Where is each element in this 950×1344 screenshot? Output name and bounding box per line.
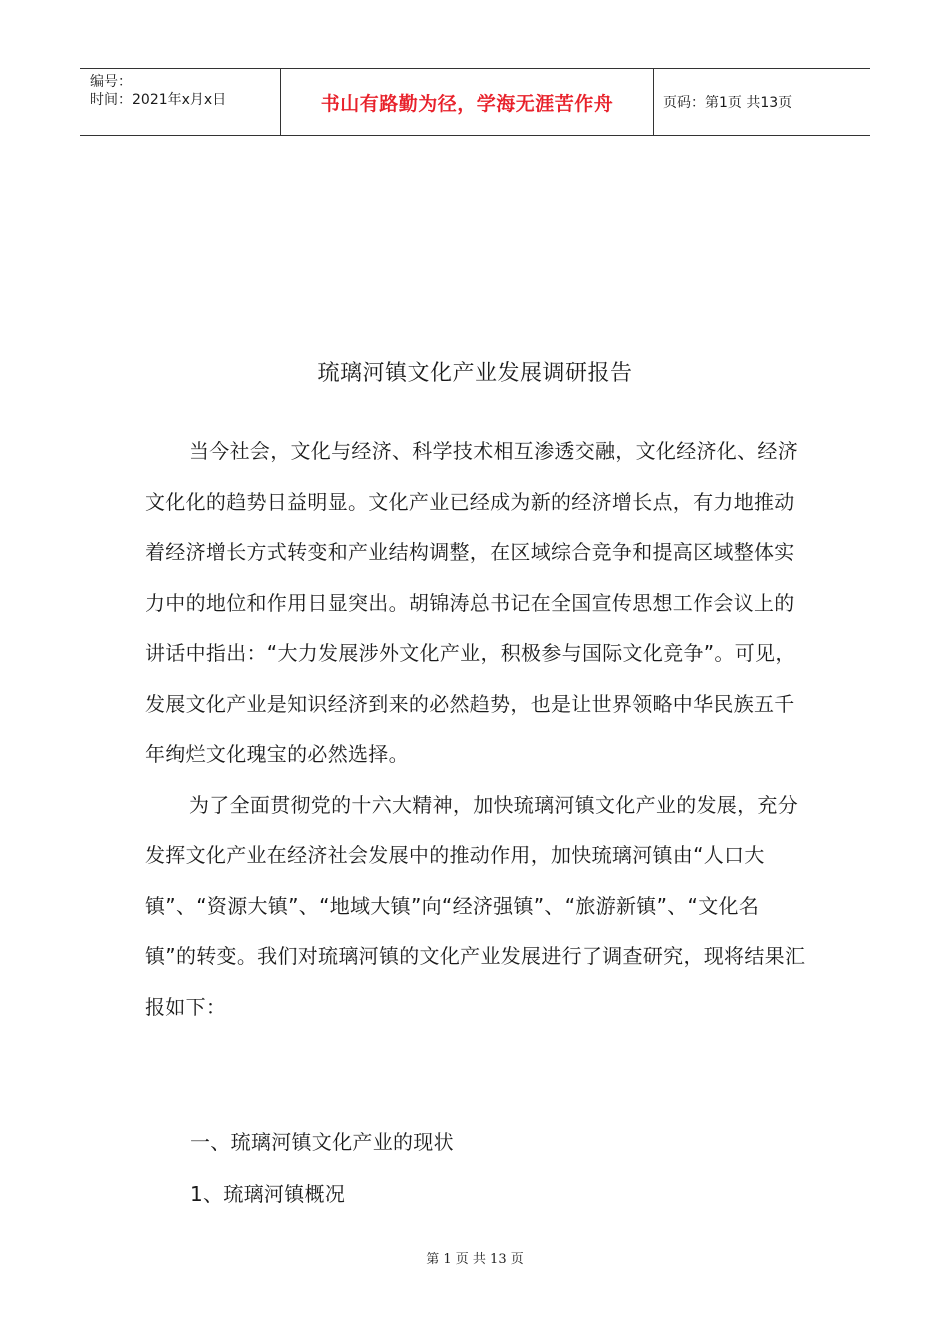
page-footer: 第 1 页 共 13 页 xyxy=(426,1252,524,1267)
header-page-label: 页码：第1页 共13页 xyxy=(663,95,793,111)
header-motto: 书山有路勤为径，学海无涯苦作舟 xyxy=(320,92,614,115)
document-time-label: 时间：2021年x月x日 xyxy=(90,92,227,108)
section-heading: 一、琉璃河镇文化产业的现状 xyxy=(190,1130,454,1154)
body-paragraph: 为了全面贯彻党的十六大精神，加快琉璃河镇文化产业的发展，充分发挥文化产业在经济社会发展中的推动作用，加快琉璃河镇由“人口大镇”、“资源大镇”、“地域大镇”向“经济强镇”、“旅游新镇”、“文化名镇”的转变。我们对琉璃河镇的文化产业发展进行了调查研究，现将结果汇报如下： xyxy=(145,792,806,1019)
subsection-heading: 1、琉璃河镇概况 xyxy=(190,1182,346,1206)
body-paragraph: 当今社会，文化与经济、科学技术相互渗透交融，文化经济化、经济文化化的趋势日益明显。文化产业已经成为新的经济增长点，有力地推动着经济增长方式转变和产业结构调整，在区域综合竞争和提高区域整体实力中的地位和作用日显突出。胡锦涛总书记在全国宣传思想工作会议上的讲话中指出：“大力发展涉外文化产业，积极参与国际文化竞争”。可见，发展文化产业是知识经济到来的必然趋势，也是让世界领略中华民族五千年绚烂文化瑰宝的必然选择。 xyxy=(145,439,798,766)
header-page-cell xyxy=(654,69,870,135)
header-motto-cell xyxy=(281,69,654,135)
header-meta-cell xyxy=(80,69,281,135)
header-table xyxy=(80,68,870,136)
document-number-label: 编号： xyxy=(90,74,132,90)
document-body xyxy=(145,426,810,1032)
document-title: 琉璃河镇文化产业发展调研报告 xyxy=(317,361,633,386)
